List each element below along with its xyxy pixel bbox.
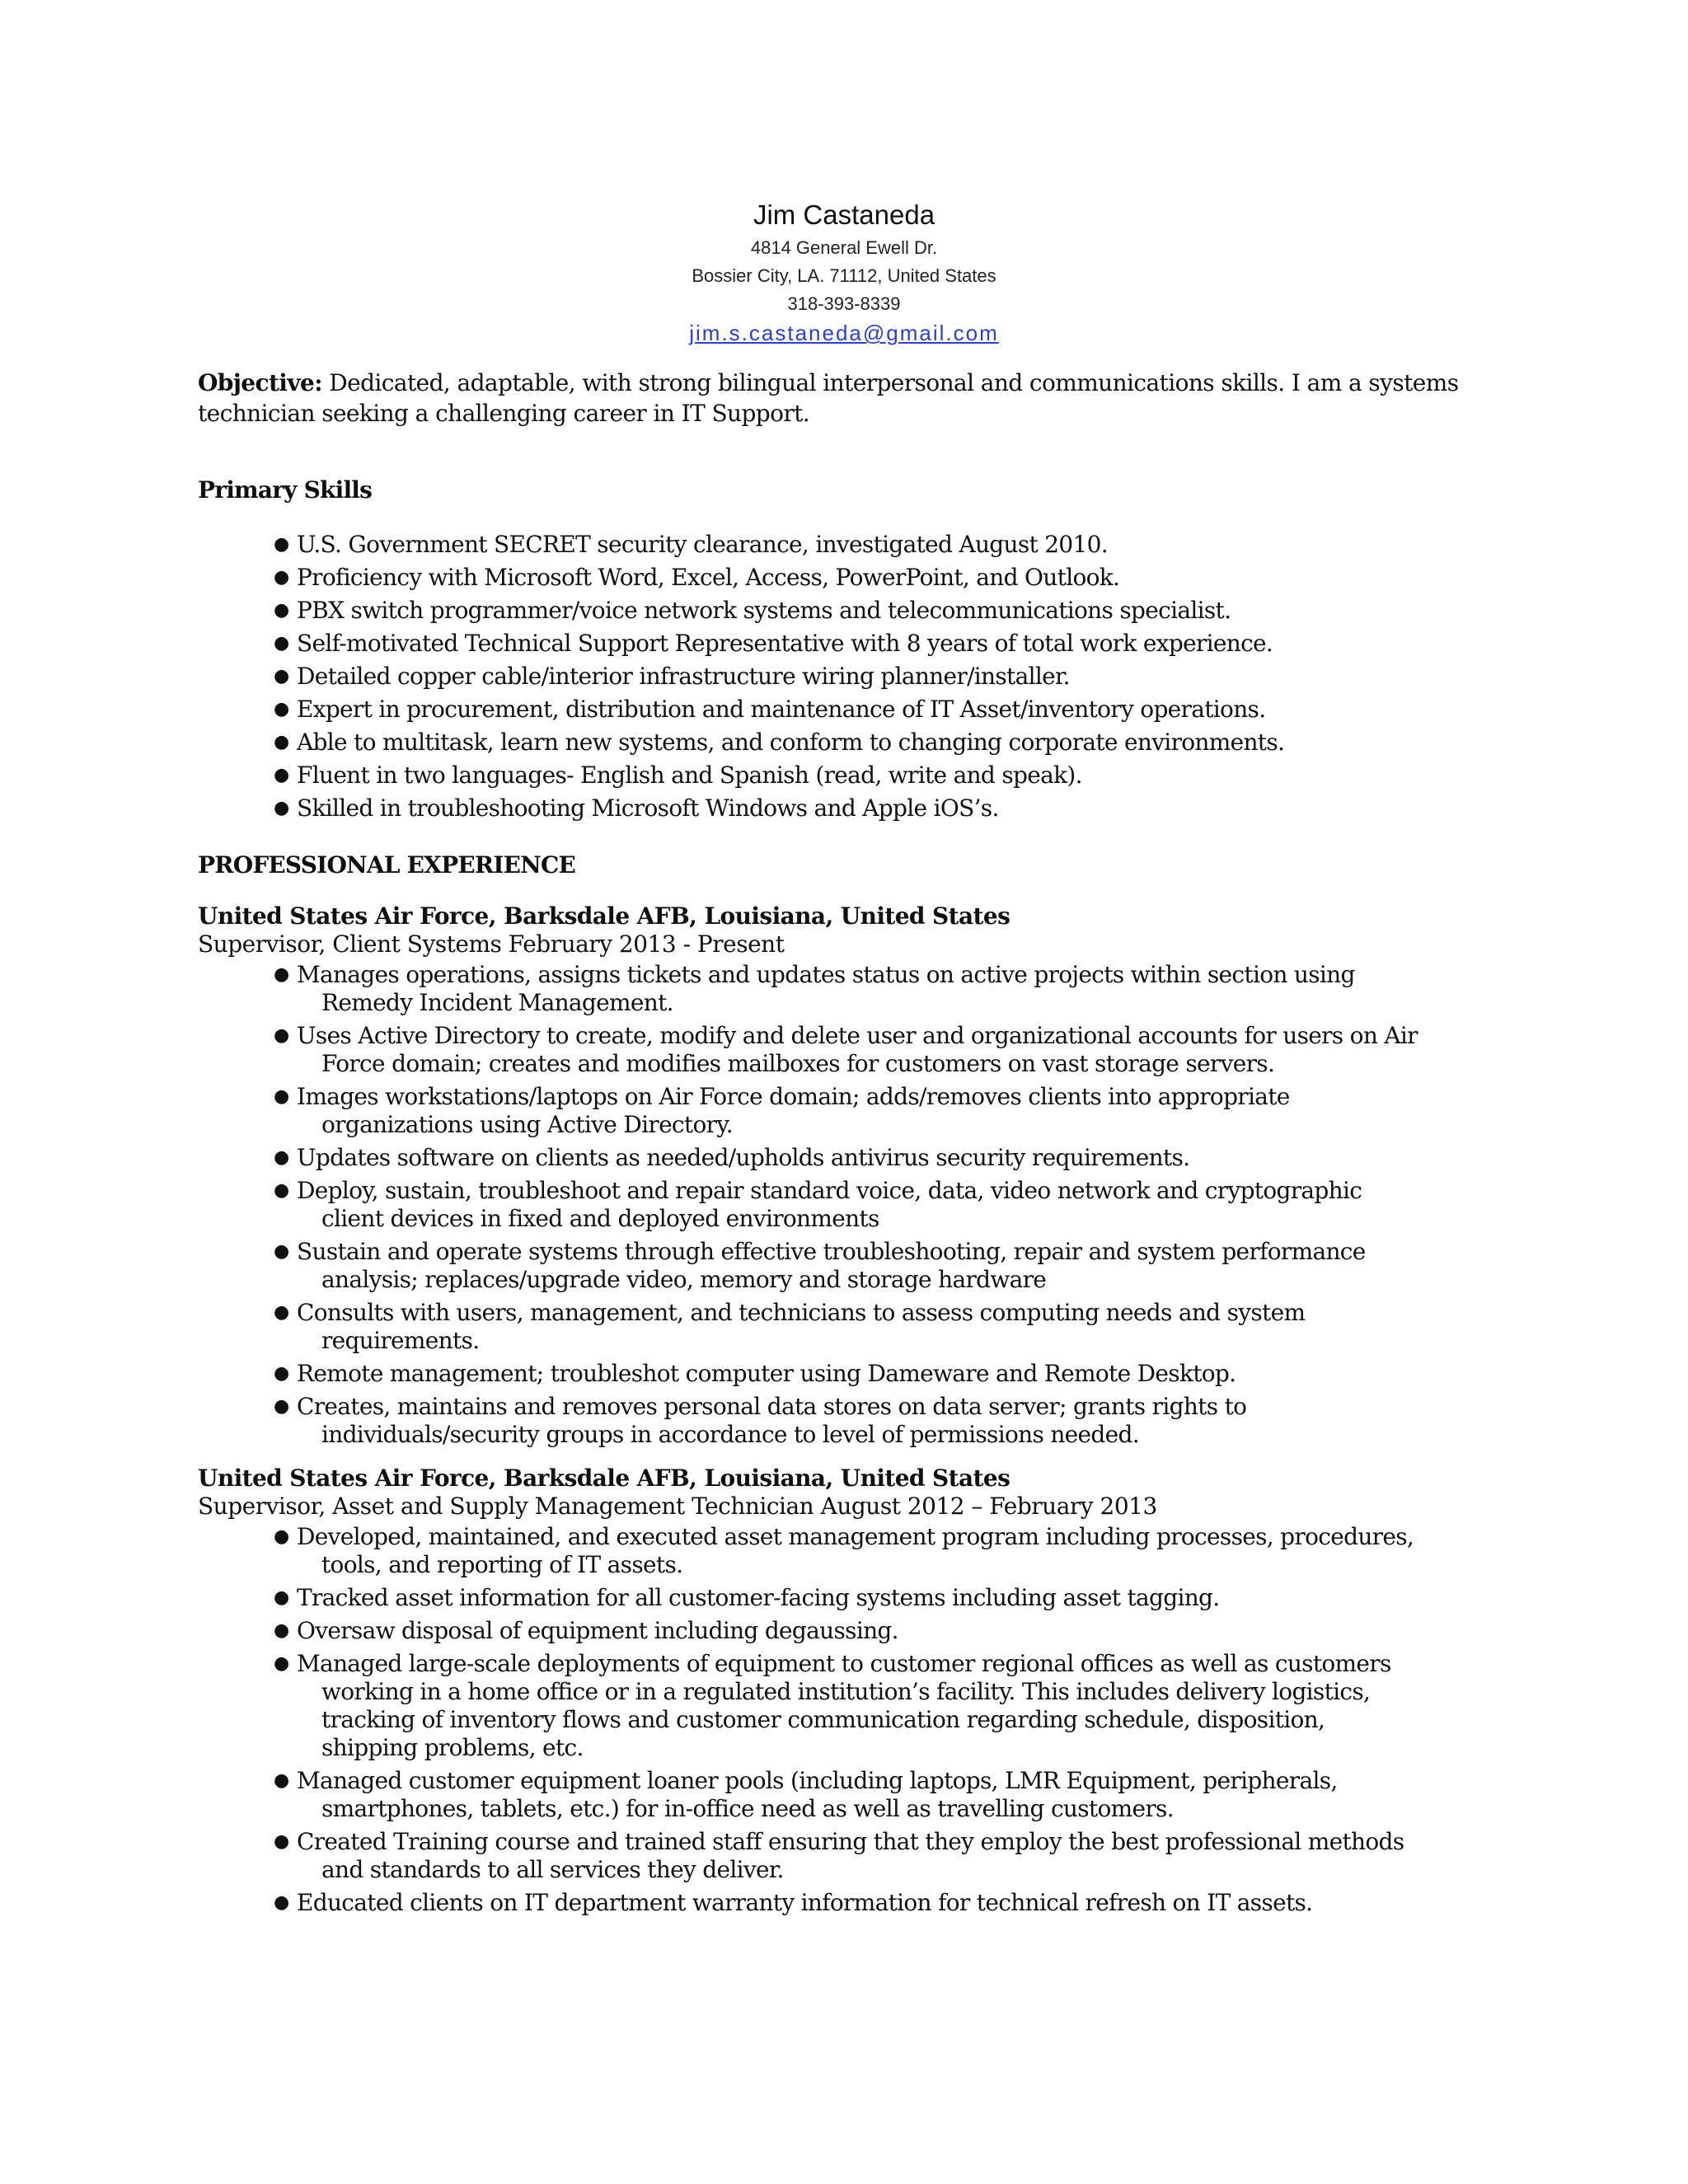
duty-item: ● Manages operations, assigns tickets and updates status on active projects within section using Remedy Incident Management.: [274, 961, 1355, 1016]
bullet-icon: ●: [274, 1025, 289, 1046]
bullet-icon: ●: [274, 666, 289, 687]
skill-item: ● Proficiency with Microsoft Word, Excel, Access, PowerPoint, and Outlook.: [198, 561, 1459, 594]
duty-item: ● Consults with users, management, and technicians to assess computing needs and system requirements.: [274, 1299, 1306, 1354]
bullet-icon: ●: [274, 1396, 289, 1417]
bullet-icon: ●: [274, 1180, 289, 1201]
duty-item: ● Educated clients on IT department warranty information for technical refresh on IT assets.: [274, 1889, 1313, 1916]
objective-label: Objective:: [198, 369, 322, 396]
job-title: Supervisor, Asset and Supply Management Technician August 2012 – February 2013: [198, 1493, 1157, 1520]
duty-item: ● Managed customer equipment loaner pools (including laptops, LMR Equipment, peripherals, smartphones, tablets, etc.) for in-office need as well as travelling customers.: [274, 1767, 1338, 1822]
skill-item: ● Fluent in two languages- English and Spanish (read, write and speak).: [198, 759, 1459, 792]
bullet-icon: ●: [274, 1892, 289, 1913]
bullet-icon: ●: [274, 1653, 289, 1674]
phone-number: 318-393-8339: [787, 293, 901, 314]
duty-item: ● Sustain and operate systems through effective troubleshooting, repair and system performance analysis; replaces/upgrade video, memory and storage hardware: [274, 1238, 1366, 1293]
bullet-icon: ●: [274, 1831, 289, 1852]
skills-list: [198, 528, 1459, 825]
candidate-name: Jim Castaneda: [753, 199, 935, 230]
duty-item: ● Creates, maintains and removes personal data stores on data server; grants rights to individuals/security groups in accordance to level of permissions needed.: [274, 1393, 1247, 1448]
bullet-icon: ●: [274, 1086, 289, 1107]
resume-body: [198, 368, 1459, 1922]
job-title: Supervisor, Client Systems February 2013 - Present: [198, 930, 785, 958]
duty-item: ● Created Training course and trained staff ensuring that they employ the best professional methods and standards to all services they deliver.: [274, 1828, 1404, 1883]
bullet-icon: ●: [274, 534, 289, 555]
bullet-icon: ●: [274, 633, 289, 654]
duty-item: ● Managed large-scale deployments of equipment to customer regional offices as well as customers working in a home office or in a regulated institution’s facility. This includes delivery logistics, tracking of inventory flows and customer communication regarding schedule, disposition, shipping problems, etc.: [274, 1650, 1391, 1761]
job-duties-list: [198, 961, 1459, 1449]
duty-item: ● Tracked asset information for all customer-facing systems including asset tagging.: [274, 1584, 1220, 1611]
bullet-icon: ●: [274, 1302, 289, 1323]
bullet-icon: ●: [274, 798, 289, 818]
skill-item: ● Expert in procurement, distribution and maintenance of IT Asset/inventory operations.: [198, 693, 1459, 726]
duty-item: ● Images workstations/laptops on Air Force domain; adds/removes clients into appropriate organizations using Active Directory.: [274, 1083, 1290, 1138]
bullet-icon: ●: [274, 600, 289, 621]
bullet-icon: ●: [274, 699, 289, 719]
skill-item: ● U.S. Government SECRET security clearance, investigated August 2010.: [198, 528, 1459, 561]
professional-experience-heading: PROFESSIONAL EXPERIENCE: [198, 851, 575, 879]
bullet-icon: ●: [274, 1147, 289, 1168]
skill-item: ● PBX switch programmer/voice network systems and telecommunications specialist.: [198, 594, 1459, 627]
skill-item: ● Skilled in troubleshooting Microsoft Windows and Apple iOS’s.: [198, 792, 1459, 825]
duty-item: ● Oversaw disposal of equipment including degaussing.: [274, 1617, 898, 1644]
duty-item: ● Uses Active Directory to create, modify and delete user and organizational accounts for users on Air Force domain; creates and modifies mailboxes for customers on vast storage servers.: [274, 1022, 1418, 1077]
duty-item: ● Deploy, sustain, troubleshoot and repair standard voice, data, video network and cryptographic client devices in fixed and deployed environments: [274, 1177, 1362, 1232]
bullet-icon: ●: [274, 732, 289, 752]
duty-item: ● Developed, maintained, and executed asset management program including processes, procedures, tools, and reporting of IT assets.: [274, 1523, 1414, 1578]
bullet-icon: ●: [274, 1526, 289, 1547]
job-employer: United States Air Force, Barksdale AFB, Louisiana, United States: [198, 902, 1010, 930]
bullet-icon: ●: [274, 1620, 289, 1641]
bullet-icon: ●: [274, 1770, 289, 1791]
bullet-icon: ●: [274, 964, 289, 985]
objective-text: Dedicated, adaptable, with strong bilingual interpersonal and communications skills. I am a systems technician seeking a challenging career in IT Support.: [198, 369, 1459, 427]
bullet-icon: ●: [274, 1587, 289, 1608]
duty-item: ● Updates software on clients as needed/upholds antivirus security requirements.: [274, 1144, 1190, 1171]
job-duties-list: [198, 1523, 1459, 1917]
email-link[interactable]: jim.s.castaneda@gmail.com: [689, 321, 999, 345]
duty-item: ● Remote management; troubleshot computer using Dameware and Remote Desktop.: [274, 1360, 1236, 1387]
objective-section: [198, 368, 1459, 429]
address-line-2: Bossier City, LA. 71112, United States: [692, 265, 996, 286]
primary-skills-heading: Primary Skills: [198, 476, 373, 504]
skill-item: ● Able to multitask, learn new systems, and conform to changing corporate environments.: [198, 726, 1459, 759]
skill-item: ● Detailed copper cable/interior infrastructure wiring planner/installer.: [198, 660, 1459, 693]
bullet-icon: ●: [274, 1363, 289, 1384]
bullet-icon: ●: [274, 1241, 289, 1262]
skill-item: ● Self-motivated Technical Support Representative with 8 years of total work experience.: [198, 627, 1459, 660]
bullet-icon: ●: [274, 765, 289, 785]
resume-header: [0, 196, 1688, 348]
address-line-1: 4814 General Ewell Dr.: [750, 237, 938, 258]
bullet-icon: ●: [274, 567, 289, 588]
job-employer: United States Air Force, Barksdale AFB, Louisiana, United States: [198, 1465, 1010, 1492]
